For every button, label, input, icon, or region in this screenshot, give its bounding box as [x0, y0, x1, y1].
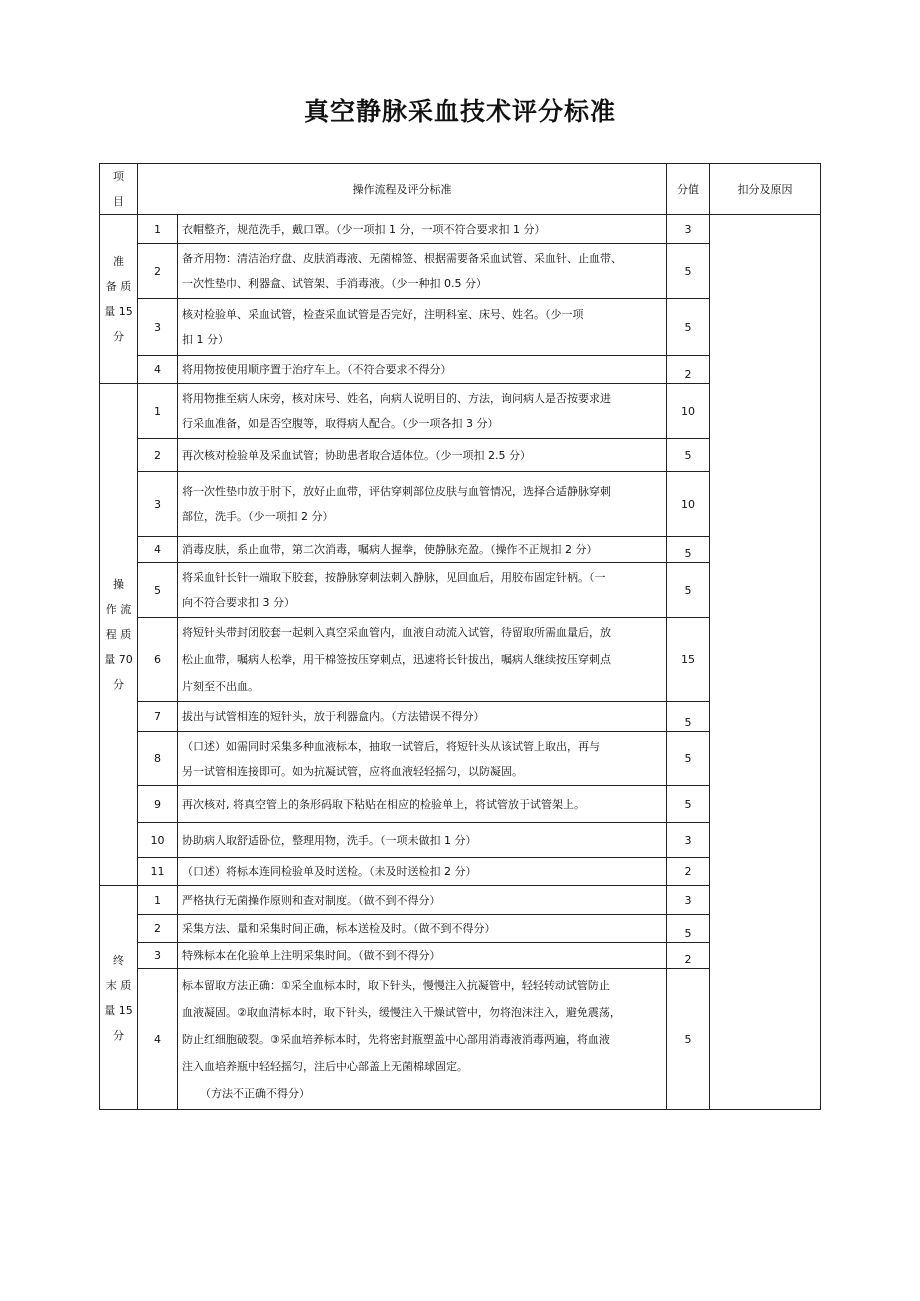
row-score: 5 — [667, 439, 710, 472]
row-number: 2 — [138, 439, 178, 472]
row-description: 将用物按使用顺序置于治疗车上。（不符合要求不得分） — [178, 356, 667, 384]
row-number: 1 — [138, 215, 178, 244]
row-description: 采集方法、量和采集时间正确，标本送检及时。（做不到不得分） — [178, 915, 667, 943]
row-score: 5 — [667, 786, 710, 823]
row-score: 2 — [667, 943, 710, 969]
row-number: 2 — [138, 915, 178, 943]
row-number: 7 — [138, 702, 178, 732]
row-number: 4 — [138, 356, 178, 384]
row-score: 15 — [667, 618, 710, 702]
row-score: 5 — [667, 915, 710, 943]
row-number: 8 — [138, 732, 178, 786]
row-description: 将一次性垫巾放于肘下，放好止血带，评估穿刺部位皮肤与血管情况，选择合适静脉穿刺 部位，洗手。（少一项扣 2 分） — [178, 472, 667, 537]
row-number: 11 — [138, 858, 178, 886]
row-number: 3 — [138, 472, 178, 537]
row-number: 6 — [138, 618, 178, 702]
row-description: 核对检验单、采血试管，检查采血试管是否完好，注明科室、床号、姓名。（少一项 扣 1 分） — [178, 299, 667, 356]
row-number: 4 — [138, 969, 178, 1110]
row-description: 备齐用物：清洁治疗盘、皮肤消毒液、无菌棉签、根据需要备采血试管、采血针、止血带、 一次性垫巾、利器盒、试管架、手消毒液。（少一种扣 0.5 分） — [178, 244, 667, 299]
row-description: 将短针头带封闭胶套一起刺入真空采血管内，血液自动流入试管，待留取所需血量后，放 松止血带，嘱病人松拳，用干棉签按压穿刺点，迅速将长针拔出，嘱病人继续按压穿刺点 片刻至不出血。 — [178, 618, 667, 702]
row-score: 10 — [667, 384, 710, 439]
row-score: 3 — [667, 886, 710, 915]
page-title: 真空静脉采血技术评分标准 — [303, 97, 616, 126]
row-number: 3 — [138, 943, 178, 969]
row-number: 2 — [138, 244, 178, 299]
header-row — [100, 164, 821, 215]
header-item-line1: 项 — [113, 170, 124, 183]
section-label-operation: 操 作 流 程 质 量 70 分 — [100, 384, 138, 886]
row-score: 10 — [667, 472, 710, 537]
row-description: 再次核对检验单及采血试管；协助患者取合适体位。（少一项扣 2.5 分） — [178, 439, 667, 472]
row-description: 再次核对, 将真空管上的条形码取下粘贴在相应的检验单上，将试管放于试管架上。 — [178, 786, 667, 823]
row-number: 4 — [138, 537, 178, 563]
row-number: 1 — [138, 886, 178, 915]
section-label-final: 终 末 质 量 15 分 — [100, 886, 138, 1110]
row-score: 5 — [667, 244, 710, 299]
header-score: 分值 — [667, 164, 710, 215]
row-description: 标本留取方法正确：①采全血标本时，取下针头，慢慢注入抗凝管中，轻轻转动试管防止 血液凝固。②取血清标本时，取下针头，缓慢注入干燥试管中，勿将泡沫注入，避免震荡， 防止红细胞破裂。③采血培养标本时，先将密封瓶塑盖中心部用消毒液消毒两遍，将血液 注入血培养瓶中轻轻摇匀，注后中心部盖上无菌棉球固定。 （方法不正确不得分） — [178, 969, 667, 1110]
row-number: 5 — [138, 563, 178, 618]
row-description: 衣帽整齐，规范洗手，戴口罩。（少一项扣 1 分，一项不符合要求扣 1 分） — [178, 215, 667, 244]
header-item — [100, 164, 138, 215]
row-description: （口述）将标本连同检验单及时送检。（未及时送检扣 2 分） — [178, 858, 667, 886]
row-score: 5 — [667, 732, 710, 786]
header-item-line2: 目 — [113, 195, 124, 208]
row-description: 将采血针长针一端取下胶套，按静脉穿刺法刺入静脉，见回血后，用胶布固定针柄。（一 向不符合要求扣 3 分） — [178, 563, 667, 618]
row-score: 2 — [667, 858, 710, 886]
row-score: 5 — [667, 299, 710, 356]
row-number: 9 — [138, 786, 178, 823]
row-description: 将用物推至病人床旁，核对床号、姓名，向病人说明目的、方法，询问病人是否按要求进 行采血准备，如是否空腹等，取得病人配合。（少一项各扣 3 分） — [178, 384, 667, 439]
row-number: 3 — [138, 299, 178, 356]
row-description: 消毒皮肤，系止血带，第二次消毒，嘱病人握拳，使静脉充盈。（操作不正规扣 2 分） — [178, 537, 667, 563]
header-deduction: 扣分及原因 — [710, 164, 821, 215]
row-score: 2 — [667, 356, 710, 384]
row-number: 10 — [138, 823, 178, 858]
row-score: 3 — [667, 823, 710, 858]
row-score: 3 — [667, 215, 710, 244]
row-description: 协助病人取舒适卧位，整理用物，洗手。（一项未做扣 1 分） — [178, 823, 667, 858]
row-number: 1 — [138, 384, 178, 439]
table-row — [100, 215, 821, 244]
row-description: 拔出与试管相连的短针头，放于利器盒内。（方法错误不得分） — [178, 702, 667, 732]
scoring-table — [99, 163, 821, 1110]
row-score: 5 — [667, 969, 710, 1110]
row-score: 5 — [667, 702, 710, 732]
row-score: 5 — [667, 563, 710, 618]
section-label-prep: 准 备 质 量 15 分 — [100, 215, 138, 384]
header-procedure: 操作流程及评分标准 — [138, 164, 667, 215]
deduction-cell — [710, 215, 821, 1110]
row-description: （口述）如需同时采集多种血液标本，抽取一试管后，将短针头从该试管上取出，再与 另一试管相连接即可。如为抗凝试管，应将血液轻轻摇匀，以防凝固。 — [178, 732, 667, 786]
row-description: 特殊标本在化验单上注明采集时间。（做不到不得分） — [178, 943, 667, 969]
row-description: 严格执行无菌操作原则和查对制度。（做不到不得分） — [178, 886, 667, 915]
row-score: 5 — [667, 537, 710, 563]
